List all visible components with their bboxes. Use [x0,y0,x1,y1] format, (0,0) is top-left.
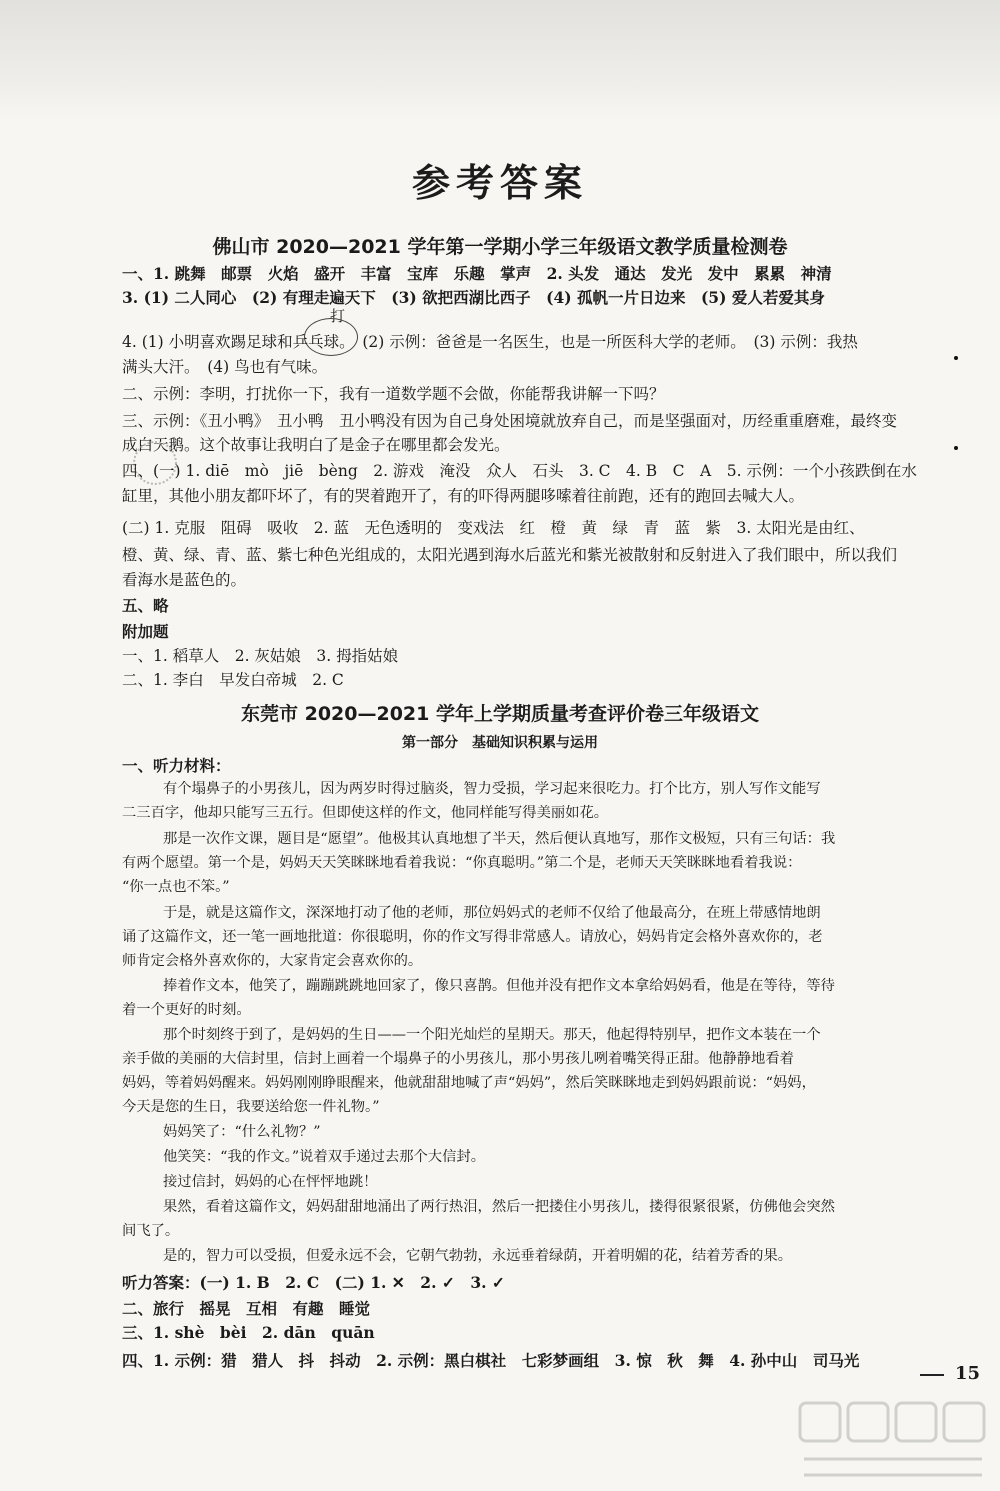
answer-line: 三、示例：《丑小鸭》 丑小鸭 丑小鸭没有因为自己身处困境就放弃自己，而是坚强面对，历经重重磨难，最终变 [122,412,898,430]
passage-line: 二三百字，他却只能写三五行。但即使这样的作文，他同样能写得美丽如花。 [122,805,609,821]
subsection-heading: 第一部分 基础知识积累与运用 [402,735,598,751]
margin-dot [954,446,958,450]
watermark-logo [790,1395,995,1487]
section-heading-foshan: 佛山市 2020—2021 学年第一学期小学三年级语文教学质量检测卷 [212,236,788,258]
passage-line: 今天是您的生日，我要送给您一件礼物。” [122,1099,380,1115]
page-title: 参考答案 [411,160,588,205]
passage-line: 接过信封，妈妈的心在怦怦地跳！ [163,1174,378,1190]
answer-line: 听力答案：(一) 1. B 2. C (二) 1. ✕ 2. ✓ 3. ✓ [122,1273,505,1292]
answer-line: 一、听力材料： [122,756,231,775]
page-number-dash [920,1374,944,1376]
passage-line: 有两个愿望。第一个是，妈妈天天笑眯眯地看着我说：“你真聪明。”第二个是，老师天天笑眯眯地看着我说： [122,855,802,871]
answer-line: 橙、黄、绿、青、蓝、紫七种色光组成的，太阳光遇到海水后蓝光和紫光被散射和反射进入了我们眼中，所以我们 [122,546,898,564]
passage-line: 着一个更好的时刻。 [122,1002,251,1018]
answer-line: 二、示例：李明，打扰你一下，我有一道数学题不会做，你能帮我讲解一下吗？ [122,385,665,403]
top-shadow-band [0,0,1000,120]
passage-line: “你一点也不笨。” [122,879,230,895]
answer-line: 3. (1) 二人同心 (2) 有理走遍天下 (3) 欲把西湖比西子 (4) 孤帆一片日边来 (5) 爱人若爱其身 [122,288,825,307]
answer-line: 四、1. 示例：猎 猎人 抖 抖动 2. 示例：黑白棋社 七彩梦画组 3. 惊 秋 舞 4. 孙中山 司马光 [122,1351,860,1370]
passage-line: 于是，就是这篇作文，深深地打动了他的老师，那位妈妈式的老师不仅给了他最高分，在班上带感情地朗 [163,905,821,921]
passage-line: 那是一次作文课，题目是“愿望”。他极其认真地想了半天，然后便认真地写，那作文极短，只有三句话：我 [163,831,836,847]
insert-correction-mark: 打 [330,307,346,325]
answer-line: 一、1. 跳舞 邮票 火焰 盛开 丰富 宝库 乐趣 掌声 2. 头发 通达 发光 发中 累累 神清 [122,264,832,283]
passage-line: 妈妈，等着妈妈醒来。妈妈刚刚睁眼醒来，他就甜甜地喊了声“妈妈”，然后笑眯眯地走到妈妈跟前说：“妈妈， [122,1075,816,1091]
passage-line: 有个塌鼻子的小男孩儿，因为两岁时得过脑炎，智力受损，学习起来很吃力。打个比方，别人写作文能写 [163,781,821,797]
answer-line: (二) 1. 克服 阻碍 吸收 2. 蓝 无色透明的 变戏法 红 橙 黄 绿 青 蓝 紫 3. 太阳光是由红、 [122,519,865,537]
passage-line: 那个时刻终于到了，是妈妈的生日——一个阳光灿烂的星期天。那天，他起得特别早，把作文本装在一个 [163,1027,821,1043]
passage-line: 诵了这篇作文，还一笔一画地批道：你很聪明，你的作文写得非常感人。请放心，妈妈肯定会格外喜欢你的，老 [122,929,823,945]
passage-line: 亲手做的美丽的大信封里，信封上画着一个塌鼻子的小男孩儿，那小男孩儿咧着嘴笑得正甜。他静静地看着 [122,1051,794,1067]
answer-line: 三、1. shè bèi 2. dān quān [122,1323,375,1342]
section-label: 附加题 [122,622,169,641]
answer-line: 二、旅行 摇晃 互相 有趣 睡觉 [122,1299,371,1318]
passage-line: 师肯定会格外喜欢你的，大家肯定会喜欢你的。 [122,953,423,969]
passage-line: 果然，看着这篇作文，妈妈甜甜地涌出了两行热泪，然后一把搂住小男孩儿，搂得很紧很紧，仿佛他会突然 [163,1199,835,1215]
answer-line: 看海水是蓝色的。 [122,571,247,589]
section-heading-dongguan: 东莞市 2020—2021 学年上学期质量考查评价卷三年级语文 [241,703,759,725]
margin-dot [954,356,958,360]
page-number: 15 [955,1363,981,1384]
passage-line: 捧着作文本，他笑了，蹦蹦跳跳地回家了，像只喜鹊。但他并没有把作文本拿给妈妈看，他是在等待，等待 [163,978,835,994]
answer-line: 五、略 [122,596,169,615]
answer-line: 4. (1) 小明喜欢踢足球和乒乓球。 (2) 示例：爸爸是一名医生，也是一所医科大学的老师。 (3) 示例：我热 [122,333,858,351]
passage-line: 是的，智力可以受损，但爱永远不会，它朝气勃勃，永远垂着绿荫，开着明媚的花，结着芳香的果。 [163,1248,793,1264]
passage-line: 妈妈笑了：“什么礼物？” [163,1124,321,1140]
passage-line: 他笑笑：“我的作文。”说着双手递过去那个大信封。 [163,1149,485,1165]
answer-line: 一、1. 稻草人 2. 灰姑娘 3. 拇指姑娘 [122,647,399,665]
answer-line: 满头大汗。 (4) 鸟也有气味。 [122,358,328,376]
passage-line: 间飞了。 [122,1223,180,1239]
answer-line: 成白天鹅。这个故事让我明白了是金子在哪里都会发光。 [122,436,510,454]
answer-line: 缸里，其他小朋友都吓坏了，有的哭着跑开了，有的吓得两腿哆嗦着往前跑，还有的跑回去喊大人。 [122,487,805,505]
answer-line: 二、1. 李白 早发白帝城 2. C [122,671,344,689]
answer-line: 四、(一) 1. diē mò jiē bèng 2. 游戏 淹没 众人 石头 3. C 4. B C A 5. 示例：一个小孩跌倒在水 [122,462,917,480]
